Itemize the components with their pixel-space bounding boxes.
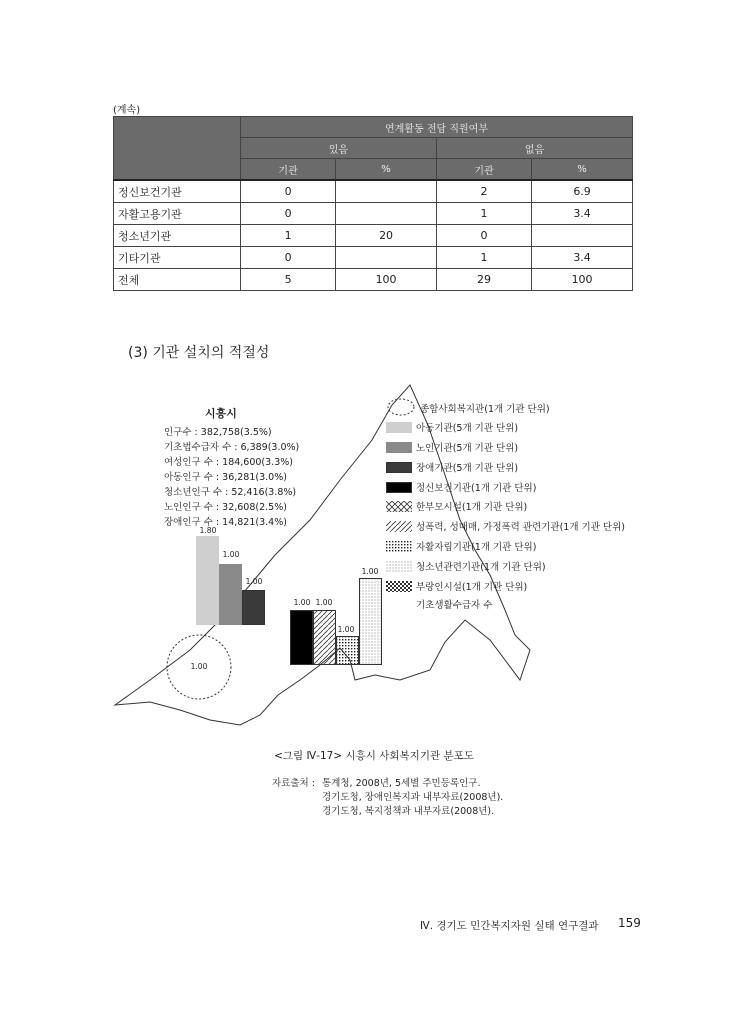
bar-label: 1.80 — [199, 526, 217, 535]
row-name: 기타기관 — [114, 247, 241, 269]
disability-bar — [242, 590, 265, 625]
stat-line: 인구수 : 382,758(3.5%) — [164, 427, 272, 438]
sub-header: % — [336, 159, 437, 181]
legend-item — [386, 539, 536, 553]
source-line: 경기도청, 장애인복지과 내부자료(2008년). — [322, 792, 504, 803]
self-support-bar — [336, 636, 359, 665]
table-row — [114, 269, 633, 291]
cell: 29 — [436, 269, 531, 291]
bar-label: 1.00 — [293, 598, 311, 607]
legend-label: 종합사회복지관(1개 기관 단위) — [420, 404, 550, 415]
legend-label: 아동기관(5개 기관 단위) — [416, 423, 519, 434]
cell: 1 — [436, 203, 531, 225]
stat-line: 아동인구 수 : 36,281(3.0%) — [164, 472, 287, 483]
legend-label: 자활자립기관(1개 기관 단위) — [416, 542, 537, 553]
legend-label: 장애기관(5개 기관 단위) — [416, 463, 519, 474]
stat-line: 노인인구 수 : 32,608(2.5%) — [164, 502, 287, 513]
sub-header: 기관 — [241, 159, 336, 181]
section-title: (3) 기관 설치의 적절성 — [128, 345, 270, 361]
stat-line: 기초법수급자 수 : 6,389(3.0%) — [164, 442, 300, 453]
legend-item — [416, 597, 492, 611]
data-table — [113, 116, 633, 291]
table-row — [114, 180, 633, 203]
cell — [336, 203, 437, 225]
cross-hatch-swatch-icon — [386, 501, 412, 512]
child-bar — [196, 536, 219, 625]
elder-bar — [219, 564, 242, 625]
legend-item — [386, 480, 536, 494]
cell: 0 — [436, 225, 531, 247]
legend-label: 성폭력, 성매매, 가정폭력 관련기관(1개 기관 단위) — [416, 522, 625, 533]
stat-line: 장애인구 수 : 14,821(3.4%) — [164, 517, 287, 528]
cell: 20 — [336, 225, 437, 247]
legend-item — [386, 559, 546, 573]
mid-gray-swatch-icon — [386, 442, 412, 453]
table-row — [114, 225, 633, 247]
cell — [336, 247, 437, 269]
circle-legend-icon — [386, 398, 416, 416]
legend-label: 한부모시설(1개 기관 단위) — [416, 502, 528, 513]
legend-item — [386, 460, 518, 474]
cell: 100 — [336, 269, 437, 291]
legend-item — [386, 579, 527, 593]
cell: 6.9 — [532, 180, 633, 203]
table-row — [114, 247, 633, 269]
source-line: 통계청, 2008년, 5세별 주민등록인구. — [322, 778, 481, 789]
bar-label: 1.00 — [361, 567, 379, 576]
source-label: 자료출처 : — [272, 778, 315, 789]
bar-label: 1.00 — [315, 598, 333, 607]
cell — [532, 225, 633, 247]
legend-item — [386, 420, 518, 434]
cell — [336, 180, 437, 203]
legend-item — [386, 499, 527, 513]
page-footer: Ⅳ. 경기도 민간복지자원 실태 연구결과 — [420, 920, 599, 932]
violence-bar — [313, 610, 336, 665]
legend-label: 정신보건기관(1개 기관 단위) — [416, 483, 537, 494]
cell: 0 — [241, 247, 336, 269]
circle-label: 1.00 — [190, 662, 208, 671]
row-name: 자활고용기관 — [114, 203, 241, 225]
sub-header: % — [532, 159, 633, 181]
table-corner — [114, 117, 241, 181]
bar-label: 1.00 — [337, 625, 355, 634]
legend-label: 청소년관련기관(1개 기관 단위) — [416, 562, 546, 573]
cell: 5 — [241, 269, 336, 291]
cell: 1 — [241, 225, 336, 247]
city-title: 시흥시 — [205, 407, 237, 420]
bar-label: 1.00 — [245, 577, 263, 586]
dark-gray-swatch-icon — [386, 462, 412, 473]
cell: 3.4 — [532, 247, 633, 269]
page-number: 159 — [618, 916, 641, 930]
source-line: 경기도청, 복지정책과 내부자료(2008년). — [322, 806, 495, 817]
row-name: 청소년기관 — [114, 225, 241, 247]
sub-header: 기관 — [436, 159, 531, 181]
legend-label: 노인기관(5개 기관 단위) — [416, 443, 519, 454]
legend-item — [386, 440, 518, 454]
cell: 3.4 — [532, 203, 633, 225]
table-row — [114, 203, 633, 225]
header-yes: 있음 — [241, 138, 437, 159]
stat-line: 여성인구 수 : 184,600(3.3%) — [164, 457, 293, 468]
row-name: 전체 — [114, 269, 241, 291]
header-no: 없음 — [436, 138, 632, 159]
legend-item — [386, 519, 625, 533]
checker-swatch-icon — [386, 581, 412, 592]
diagonal-swatch-icon — [386, 521, 412, 532]
legend-label: 부랑인시설(1개 기관 단위) — [416, 582, 528, 593]
cell: 0 — [241, 180, 336, 203]
cell: 0 — [241, 203, 336, 225]
youth-bar — [359, 578, 382, 665]
figure-caption: <그림 Ⅳ-17> 시흥시 사회복지기관 분포도 — [274, 750, 474, 762]
continued-label: (계속) — [113, 105, 141, 116]
black-swatch-icon — [386, 482, 412, 493]
legend-label: 기초생활수급자 수 — [416, 600, 493, 611]
header-top: 연계활동 전담 직원여부 — [241, 117, 633, 138]
bar-label: 1.00 — [222, 550, 240, 559]
cell: 2 — [436, 180, 531, 203]
cell: 100 — [532, 269, 633, 291]
row-name: 정신보건기관 — [114, 180, 241, 203]
dots-swatch-icon — [386, 541, 412, 552]
stat-line: 청소년인구 수 : 52,416(3.8%) — [164, 487, 297, 498]
light-gray-swatch-icon — [386, 422, 412, 433]
mental-health-bar — [290, 610, 313, 665]
cell: 1 — [436, 247, 531, 269]
